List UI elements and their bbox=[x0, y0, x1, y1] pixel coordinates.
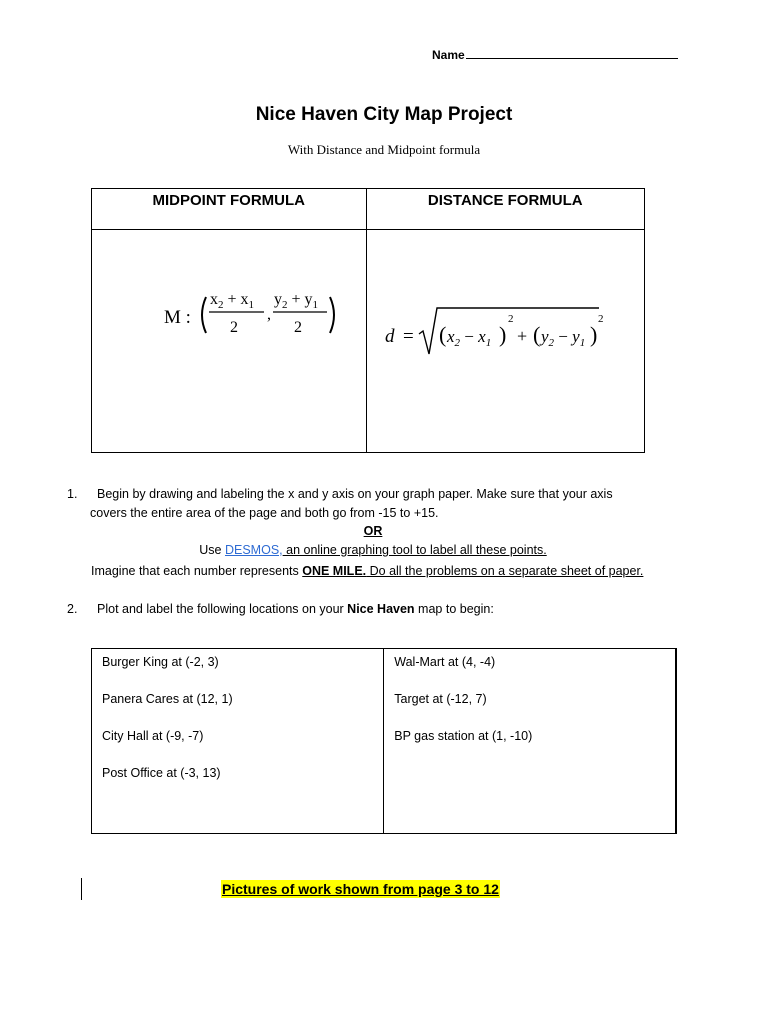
location-item: BP gas station at (1, -10) bbox=[394, 729, 533, 743]
use-prefix: Use bbox=[199, 543, 225, 557]
svg-text:2: 2 bbox=[507, 313, 513, 325]
midpoint-prefix: M : bbox=[164, 307, 191, 328]
step-2-number: 2. bbox=[67, 602, 78, 616]
instruction-step-1 bbox=[67, 485, 687, 523]
location-item: Post Office at (-3, 13) bbox=[102, 766, 221, 780]
svg-text:(: ( bbox=[438, 322, 446, 347]
name-field bbox=[432, 47, 678, 62]
footer-note: Pictures of work shown from page 3 to 12 bbox=[222, 881, 499, 897]
locations-table bbox=[91, 648, 677, 834]
step-1-line-2: covers the entire area of the page and both go from -15 to +15. bbox=[90, 506, 439, 520]
one-mile-text: ONE MILE. bbox=[302, 564, 367, 578]
formula-table bbox=[91, 188, 645, 453]
location-item: City Hall at (-9, -7) bbox=[102, 729, 204, 743]
instruction-step-2 bbox=[67, 600, 687, 619]
midpoint-header: MIDPOINT FORMULA bbox=[92, 189, 367, 230]
location-item: Burger King at (-2, 3) bbox=[102, 655, 219, 669]
step-2-prefix: Plot and label the following locations on your bbox=[97, 602, 348, 616]
svg-text:y2 − y1: $y_2 - y_1$ bbox=[540, 327, 585, 349]
name-blank-line bbox=[466, 47, 678, 59]
imagine-suffix: Do all the problems on a separate sheet of paper. bbox=[366, 564, 644, 578]
distance-header: DISTANCE FORMULA bbox=[366, 189, 645, 230]
svg-text:x2 − x1: $x_2 - x_1$ bbox=[446, 327, 491, 349]
or-label: OR bbox=[363, 524, 383, 538]
location-item: Wal-Mart at (4, -4) bbox=[394, 655, 496, 669]
location-item: Panera Cares at (12, 1) bbox=[102, 692, 233, 706]
locations-right-column bbox=[384, 649, 676, 834]
svg-text:(: ( bbox=[532, 322, 540, 347]
svg-text:+: + bbox=[516, 326, 527, 346]
svg-text:): ) bbox=[589, 322, 597, 347]
svg-text:): ) bbox=[498, 322, 506, 347]
locations-left-column bbox=[92, 649, 384, 834]
step-2-bold: Nice Haven bbox=[347, 602, 415, 616]
svg-text:2: 2 bbox=[597, 313, 603, 325]
step-1-line-1: Begin by drawing and labeling the x and y axis on your graph paper. Make sure that your axis bbox=[97, 487, 613, 501]
name-label: Name bbox=[432, 48, 465, 62]
midpoint-y-denominator: 2 bbox=[294, 319, 302, 336]
one-mile-instruction bbox=[91, 562, 681, 581]
location-item: Target at (-12, 7) bbox=[394, 692, 487, 706]
distance-cell bbox=[366, 230, 645, 453]
distance-formula bbox=[381, 302, 611, 362]
desmos-line bbox=[0, 543, 746, 557]
midpoint-x-numerator: $x_2 + x_1$ bbox=[210, 291, 255, 311]
midpoint-x-denominator: 2 bbox=[230, 319, 238, 336]
svg-text:=: = bbox=[402, 326, 414, 347]
step-2-suffix: map to begin: bbox=[414, 602, 494, 616]
page-subtitle: With Distance and Midpoint formula bbox=[287, 142, 481, 157]
svg-text:,: , bbox=[267, 306, 271, 323]
midpoint-cell bbox=[92, 230, 367, 453]
distance-lhs: d bbox=[384, 326, 394, 347]
use-suffix: an online graphing tool to label all these points. bbox=[282, 543, 547, 557]
midpoint-formula bbox=[162, 275, 342, 347]
desmos-link[interactable]: DESMOS, bbox=[224, 543, 283, 557]
page-title: Nice Haven City Map Project bbox=[255, 104, 513, 125]
text-cursor bbox=[81, 878, 82, 900]
midpoint-y-numerator: $y_2 + y_1$ bbox=[274, 291, 319, 311]
imagine-prefix: Imagine that each number represents bbox=[91, 564, 303, 578]
step-1-number: 1. bbox=[67, 487, 78, 501]
